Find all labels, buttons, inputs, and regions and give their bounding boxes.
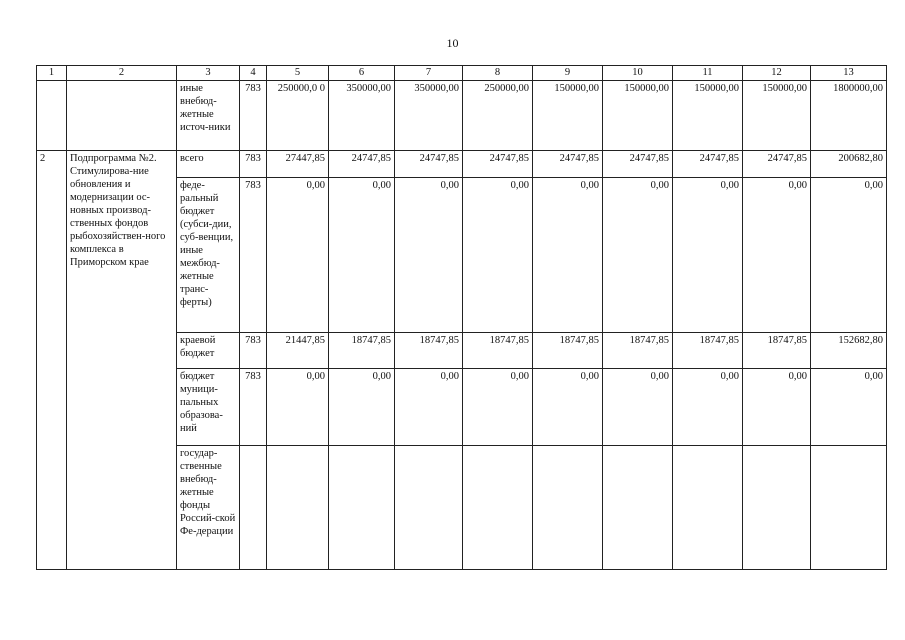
value-cell	[811, 446, 887, 570]
value-cell: 350000,00	[329, 81, 395, 151]
value-cell: 0,00	[673, 369, 743, 446]
value-cell: 0,00	[533, 178, 603, 333]
value-cell: 18747,85	[673, 333, 743, 369]
value-cell: 18747,85	[603, 333, 673, 369]
value-cell: 18747,85	[329, 333, 395, 369]
value-cell: 150000,00	[533, 81, 603, 151]
value-cell: 0,00	[329, 178, 395, 333]
value-cell	[533, 446, 603, 570]
code-cell: 783	[240, 178, 267, 333]
value-cell: 150000,00	[673, 81, 743, 151]
code-cell: 783	[240, 333, 267, 369]
header-cell: 12	[743, 66, 811, 81]
value-cell	[267, 446, 329, 570]
header-row	[37, 66, 887, 81]
funding-source-cell: всего	[177, 151, 240, 178]
row-number-cell: 2	[37, 151, 67, 570]
value-cell: 24747,85	[395, 151, 463, 178]
header-cell: 8	[463, 66, 533, 81]
value-cell	[743, 446, 811, 570]
value-cell: 24747,85	[673, 151, 743, 178]
value-cell: 0,00	[743, 178, 811, 333]
value-cell: 0,00	[395, 369, 463, 446]
table-row	[37, 81, 887, 151]
value-cell: 0,00	[267, 369, 329, 446]
header-cell: 6	[329, 66, 395, 81]
value-cell	[673, 446, 743, 570]
program-name-cell: Подпрограмма №2. Стимулирова-ние обновления и модернизации ос-новных производ-ственных фондов рыбохозяйствен-ного комплекса в Приморском крае	[67, 151, 177, 570]
value-cell: 24747,85	[329, 151, 395, 178]
header-cell: 7	[395, 66, 463, 81]
value-cell: 0,00	[811, 178, 887, 333]
value-cell: 24747,85	[533, 151, 603, 178]
program-name-cell	[67, 81, 177, 151]
header-cell: 9	[533, 66, 603, 81]
header-cell: 4	[240, 66, 267, 81]
header-cell: 11	[673, 66, 743, 81]
value-cell: 0,00	[267, 178, 329, 333]
page-number: 10	[446, 36, 459, 50]
header-cell: 5	[267, 66, 329, 81]
value-cell: 24747,85	[603, 151, 673, 178]
code-cell	[240, 446, 267, 570]
value-cell: 18747,85	[743, 333, 811, 369]
header-cell: 2	[67, 66, 177, 81]
header-cell: 13	[811, 66, 887, 81]
value-cell: 0,00	[603, 178, 673, 333]
value-cell: 0,00	[743, 369, 811, 446]
value-cell: 152682,80	[811, 333, 887, 369]
value-cell: 0,00	[463, 369, 533, 446]
value-cell: 24747,85	[463, 151, 533, 178]
value-cell: 0,00	[673, 178, 743, 333]
header-cell: 1	[37, 66, 67, 81]
funding-source-cell: бюджет муници-пальных образова-ний	[177, 369, 240, 446]
value-cell: 150000,00	[743, 81, 811, 151]
code-cell: 783	[240, 81, 267, 151]
funding-source-cell: феде-ральный бюджет (субси-дии, суб-венции, иные межбюд-жетные транс-ферты)	[177, 178, 240, 333]
header-cell: 3	[177, 66, 240, 81]
value-cell: 0,00	[811, 369, 887, 446]
value-cell: 250000,0 0	[267, 81, 329, 151]
table-row	[37, 151, 887, 178]
value-cell: 150000,00	[603, 81, 673, 151]
value-cell: 18747,85	[395, 333, 463, 369]
value-cell: 350000,00	[395, 81, 463, 151]
funding-source-cell: краевой бюджет	[177, 333, 240, 369]
value-cell	[329, 446, 395, 570]
value-cell: 18747,85	[533, 333, 603, 369]
value-cell: 200682,80	[811, 151, 887, 178]
value-cell	[463, 446, 533, 570]
value-cell: 21447,85	[267, 333, 329, 369]
funding-source-cell: иные внебюд-жетные источ-ники	[177, 81, 240, 151]
value-cell: 27447,85	[267, 151, 329, 178]
value-cell: 0,00	[463, 178, 533, 333]
value-cell: 24747,85	[743, 151, 811, 178]
budget-table	[36, 65, 887, 570]
value-cell	[395, 446, 463, 570]
value-cell: 0,00	[329, 369, 395, 446]
code-cell: 783	[240, 369, 267, 446]
funding-source-cell: государ-ственные внебюд-жетные фонды Россий-ской Фе-дерации	[177, 446, 240, 570]
value-cell: 0,00	[533, 369, 603, 446]
value-cell: 0,00	[603, 369, 673, 446]
header-cell: 10	[603, 66, 673, 81]
value-cell: 1800000,00	[811, 81, 887, 151]
value-cell: 250000,00	[463, 81, 533, 151]
row-number-cell	[37, 81, 67, 151]
value-cell: 0,00	[395, 178, 463, 333]
value-cell: 18747,85	[463, 333, 533, 369]
value-cell	[603, 446, 673, 570]
code-cell: 783	[240, 151, 267, 178]
